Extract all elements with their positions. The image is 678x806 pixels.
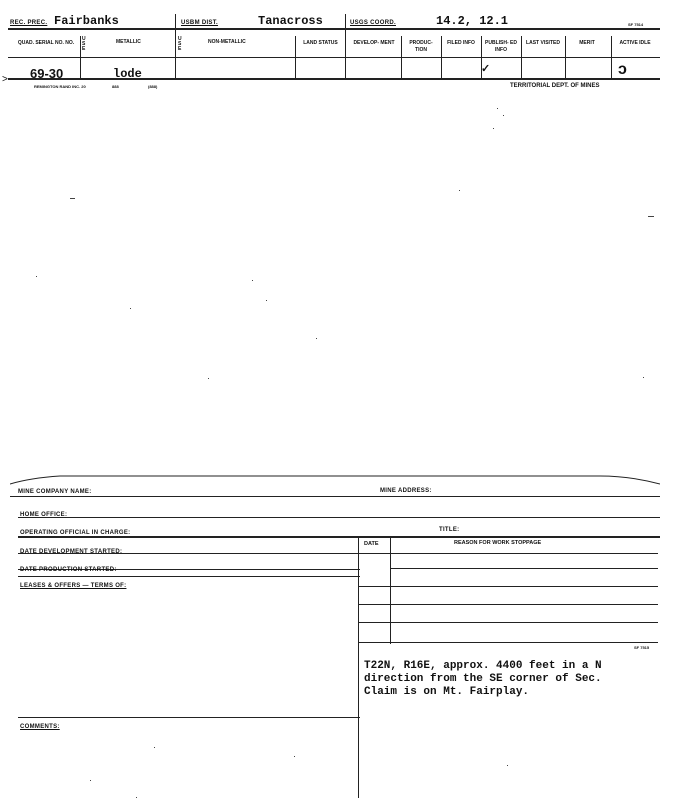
col-development: DEVELOP- MENT: [353, 40, 395, 46]
col-merit: MERIT: [579, 40, 595, 46]
location-line-2: direction from the SE corner of Sec.: [364, 673, 602, 685]
rec-prec-label: REC. PREC.: [10, 20, 48, 26]
home-office-label: HOME OFFICE:: [20, 512, 68, 518]
col-use-letters-1: U S E: [82, 36, 86, 52]
location-line-3: Claim is on Mt. Fairplay.: [364, 686, 530, 698]
operating-official-label: OPERATING OFFICIAL IN CHARGE:: [20, 530, 131, 536]
territorial-dept: TERRITORIAL DEPT. OF MINES: [510, 83, 600, 89]
date-column-header: DATE: [364, 541, 379, 547]
col-metallic: METALLIC: [116, 39, 141, 45]
date-development-label: DATE DEVELOPMENT STARTED:: [20, 549, 123, 555]
col-use-letters-2: U S E: [178, 36, 182, 52]
usgs-coord-label: USGS COORD.: [350, 20, 396, 26]
printer-imprint: REMINGTON RAND INC. 20: [34, 84, 86, 89]
col-active-idle: ACTIVE IDLE: [619, 40, 651, 46]
record-type: lode: [113, 67, 142, 81]
form-number-2: SF 7515: [634, 645, 650, 650]
torn-edge-line: [10, 470, 660, 490]
col-published-info: PUBLISH- ED INFO: [485, 40, 517, 53]
usbm-dist-value: Tanacross: [258, 14, 323, 28]
comments-label: COMMENTS:: [20, 724, 60, 730]
leases-offers-label: LEASES & OFFERS — TERMS OF:: [20, 583, 127, 589]
location-line-1: T22N, R16E, approx. 4400 feet in a N: [364, 660, 602, 672]
published-check-mark: ✓: [481, 63, 491, 75]
mine-address-label: MINE ADDRESS:: [380, 488, 432, 494]
col-non-metallic: NON-METALLIC: [208, 39, 246, 45]
mine-company-name-label: MINE COMPANY NAME:: [18, 489, 92, 495]
reason-column-header: REASON FOR WORK STOPPAGE: [454, 540, 542, 546]
record-serial: 69-30: [30, 66, 64, 81]
col-last-visited: LAST VISITED: [526, 40, 560, 46]
col-production: PRODUC- TION: [409, 40, 433, 53]
row-arrow-mark: >: [2, 74, 8, 85]
date-production-label: DATE PRODUCTION STARTED:: [20, 567, 117, 573]
printer-code-2: (888): [148, 84, 158, 89]
title-label: TITLE:: [439, 527, 460, 533]
col-quad-serial: QUAD. SERIAL NO. NO.: [17, 40, 75, 46]
col-land-status: LAND STATUS: [303, 40, 338, 46]
col-filed-info: FILED INFO: [447, 40, 475, 46]
printer-code-1: 888: [112, 84, 119, 89]
active-idle-mark: ↄ: [618, 61, 627, 78]
rec-prec-value: Fairbanks: [54, 14, 119, 28]
usbm-dist-label: USBM DIST.: [181, 20, 219, 26]
usgs-coord-value: 14.2, 12.1: [436, 14, 509, 28]
form-number: SF 7514: [628, 22, 644, 27]
